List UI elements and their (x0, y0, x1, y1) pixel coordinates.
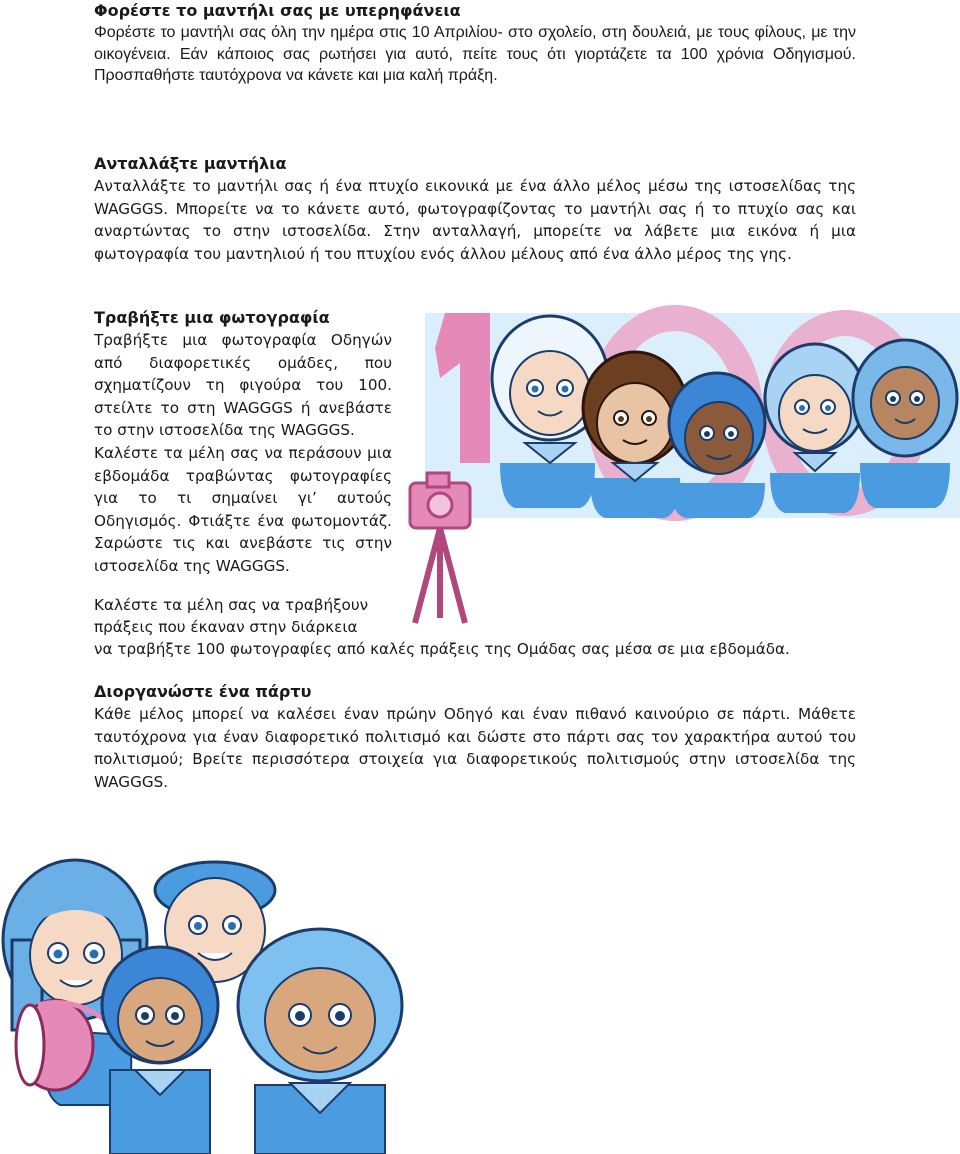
heading-organize-party: Διοργανώστε ένα πάρτυ (94, 682, 312, 701)
guide-character-light-blue-hair (765, 344, 865, 513)
section-wear-scarf (94, 0, 856, 87)
heading-exchange-scarves: Ανταλλάξτε μαντήλια (94, 154, 287, 173)
take-photo-line-3 (94, 638, 856, 661)
section-take-photo (94, 307, 392, 578)
body-exchange-scarves: Ανταλλάξτε το μαντήλι σας ή ένα πτυχίο εικονικά με ένα άλλο μέλος μέσω της ιστοσελίδας της WAGGGS. Μπορείτε να το κάνετε αυτό, φωτογραφίζοντας το μαντήλι σας ή το πτυχίο σας και αναρτώντας το στην ιστοσελίδα. Στην ανταλλαγή, μπορείτε να λάβετε μια εικόνα ή μια φωτογραφία του μαντηλιού ή του πτυχίου ενός άλλου μέλους από ένα άλλο μέρος της γης. (94, 177, 856, 263)
section-exchange-scarves (94, 153, 856, 265)
body-take-photo-2: Καλέστε τα μέλη σας να περάσουν μια εβδομάδα τραβώντας φωτογραφίες για το τι σημαίνει γι’ αυτούς Οδηγισμός. Φτιάξτε ένα φωτομοντάζ. Σαρώστε τις και ανεβάστε τις στην ιστοσελίδα της WAGGGS. (94, 443, 392, 575)
take-photo-line-3-text: να τραβήξτε 100 φωτογραφίες από καλές πράξεις της Ομάδας σας μέσα σε μια εβδομάδα. (94, 640, 790, 658)
guides-100-illustration (405, 303, 960, 638)
body-take-photo-1: Τραβήξτε μια φωτογραφία Οδηγών από διαφορετικές ομάδες, που σχηματίζουν τη φιγούρα του 100. στείλτε το στη WAGGGS ή ανεβάστε το στην ιστοσελίδα της WAGGGS. (94, 331, 392, 440)
heading-take-photo: Τραβήξτε μια φωτογραφία (94, 308, 330, 327)
take-photo-line-1-left: Καλέστε τα μέλη σας να τραβήξουν (94, 596, 369, 614)
heading-wear-scarf: Φορέστε το μαντήλι σας με υπερηφάνεια (94, 1, 461, 20)
guide-character-curly-hair (238, 929, 402, 1154)
body-organize-party: Κάθε μέλος μπορεί να καλέσει έναν πρώην Οδηγό και έναν πιθανό καινούριο σε πάρτι. Μάθετε ταυτόχρονα για έναν διαφορετικό πολιτισμό και δώστε στο πάρτι σας τον χαρακτήρα αυτού του πολιτισμού; Βρείτε περισσότερα στοιχεία για διαφορετικούς πολιτισμούς στην ιστοσελίδα της WAGGGS. (94, 705, 856, 791)
body-wear-scarf: Φορέστε το μαντήλι σας όλη την ημέρα στις 10 Απριλίου- στο σχολείο, στη δουλειά, με τους φίλους, με την οικογένεια. Εάν κάποιος σας ρωτήσει για αυτό, πείτε τους ότι γιορτάζετε τα 100 χρόνια Οδηγισμού. Προσπαθήστε ταυτόχρονα να κάνετε και μια καλή πράξη. (94, 24, 856, 84)
guide-character-blue-hair (669, 373, 765, 518)
take-photo-line-2-left: πράξεις που έκαναν στην διάρκεια (94, 618, 358, 636)
guide-character-hijab (853, 340, 957, 508)
guides-party-illustration (0, 855, 430, 1154)
section-organize-party (94, 681, 856, 793)
